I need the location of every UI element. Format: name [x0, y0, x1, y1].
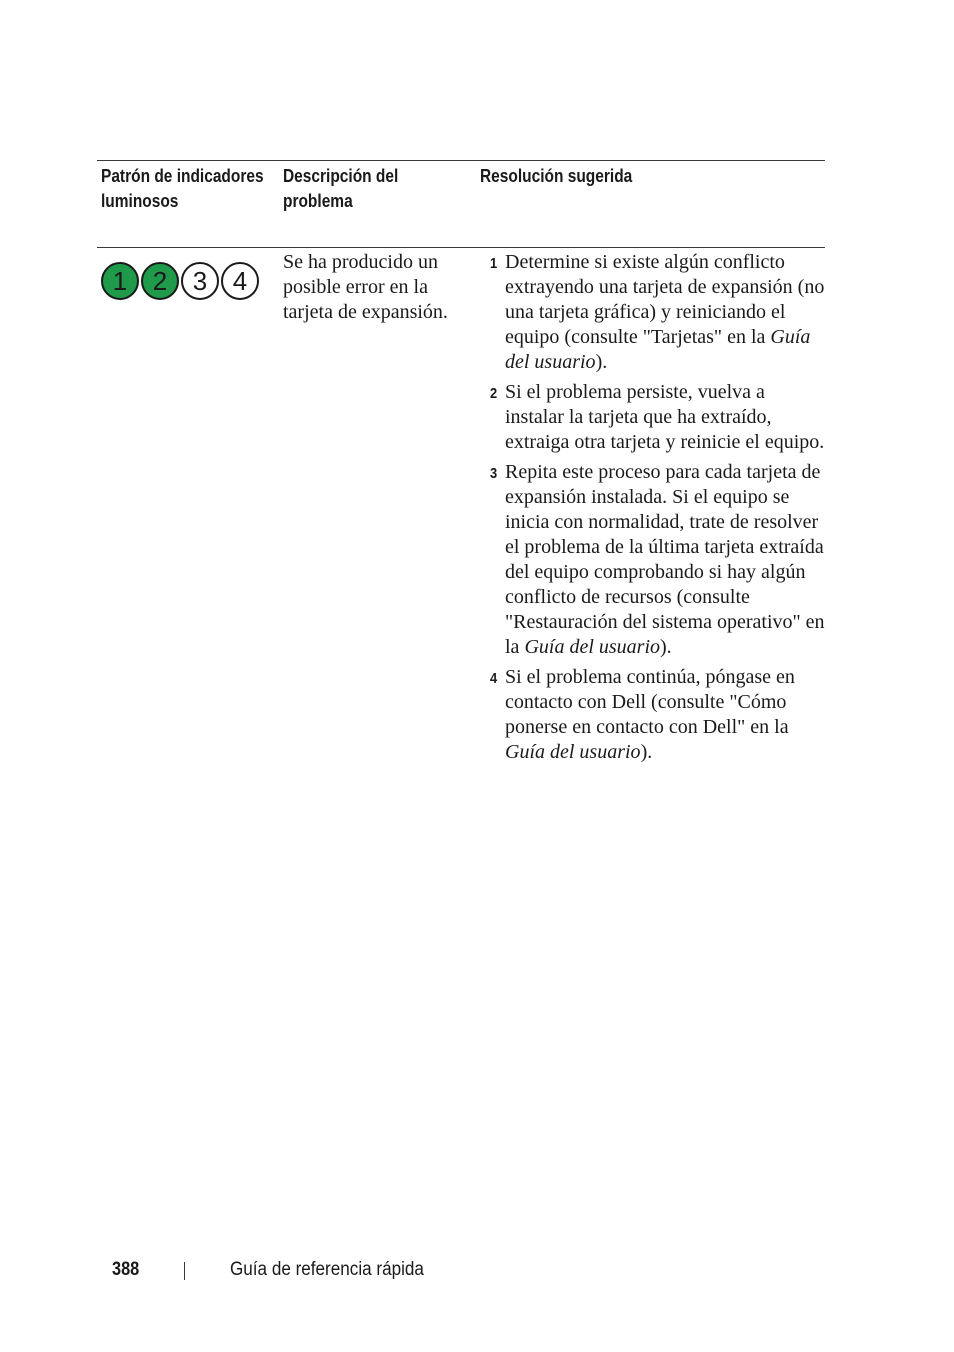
led-2-on-icon: 2 — [141, 262, 179, 300]
led-3-off-icon: 3 — [181, 262, 219, 300]
step-number: 3 — [490, 465, 498, 482]
step-italic-ref: Guía del usuario — [505, 326, 811, 373]
header-description: Descripción del problema — [283, 166, 399, 211]
page-footer — [0, 1258, 954, 1284]
header-resolution: Resolución sugerida — [480, 166, 633, 186]
page-number: 388 — [112, 1259, 140, 1280]
resolution-step — [490, 460, 825, 660]
step-italic-ref: Guía del usuario — [524, 636, 660, 658]
problem-description: Se ha producido un posible error en la tarjeta de expansión. — [283, 251, 448, 323]
step-text: Repita este proceso para cada tarjeta de expansión instalada. Si el equipo se inicia con normalidad, trate de resolver el problema de la última tarjeta extraída del equipo comprobando si hay algún conflicto de recursos (consulte "Restauración del sistema operativo" en la — [505, 461, 825, 658]
resolution-step — [490, 380, 825, 455]
step-text: Determine si existe algún conflicto extrayendo una tarjeta de expansión (no una tarjeta gráfica) y reiniciando el equipo (consulte "Tarjetas" en la — [505, 251, 825, 348]
step-number: 2 — [490, 385, 498, 402]
step-text: Si el problema continúa, póngase en contacto con Dell (consulte "Cómo ponerse en contacto con Dell" en la — [505, 666, 795, 738]
step-tail: ). — [595, 351, 608, 373]
step-number: 4 — [490, 670, 498, 687]
step-text: Si el problema persiste, vuelva a instalar la tarjeta que ha extraído, extraiga otra tarjeta y reinicie el equipo. — [505, 381, 825, 453]
resolution-steps — [490, 250, 825, 770]
table-header-rule — [97, 247, 825, 248]
led-1-on-icon: 1 — [101, 262, 139, 300]
resolution-step — [490, 250, 825, 375]
step-tail: ). — [660, 636, 672, 658]
header-pattern: Patrón de indicadores luminosos — [101, 166, 264, 211]
resolution-step — [490, 665, 825, 765]
footer-title: Guía de referencia rápida — [230, 1259, 424, 1280]
footer-divider — [184, 1262, 185, 1280]
step-italic-ref: Guía del usuario — [505, 741, 641, 763]
step-tail: ). — [640, 741, 653, 763]
table-top-rule — [97, 160, 825, 161]
step-number: 1 — [490, 255, 498, 272]
led-4-off-icon: 4 — [221, 262, 259, 300]
